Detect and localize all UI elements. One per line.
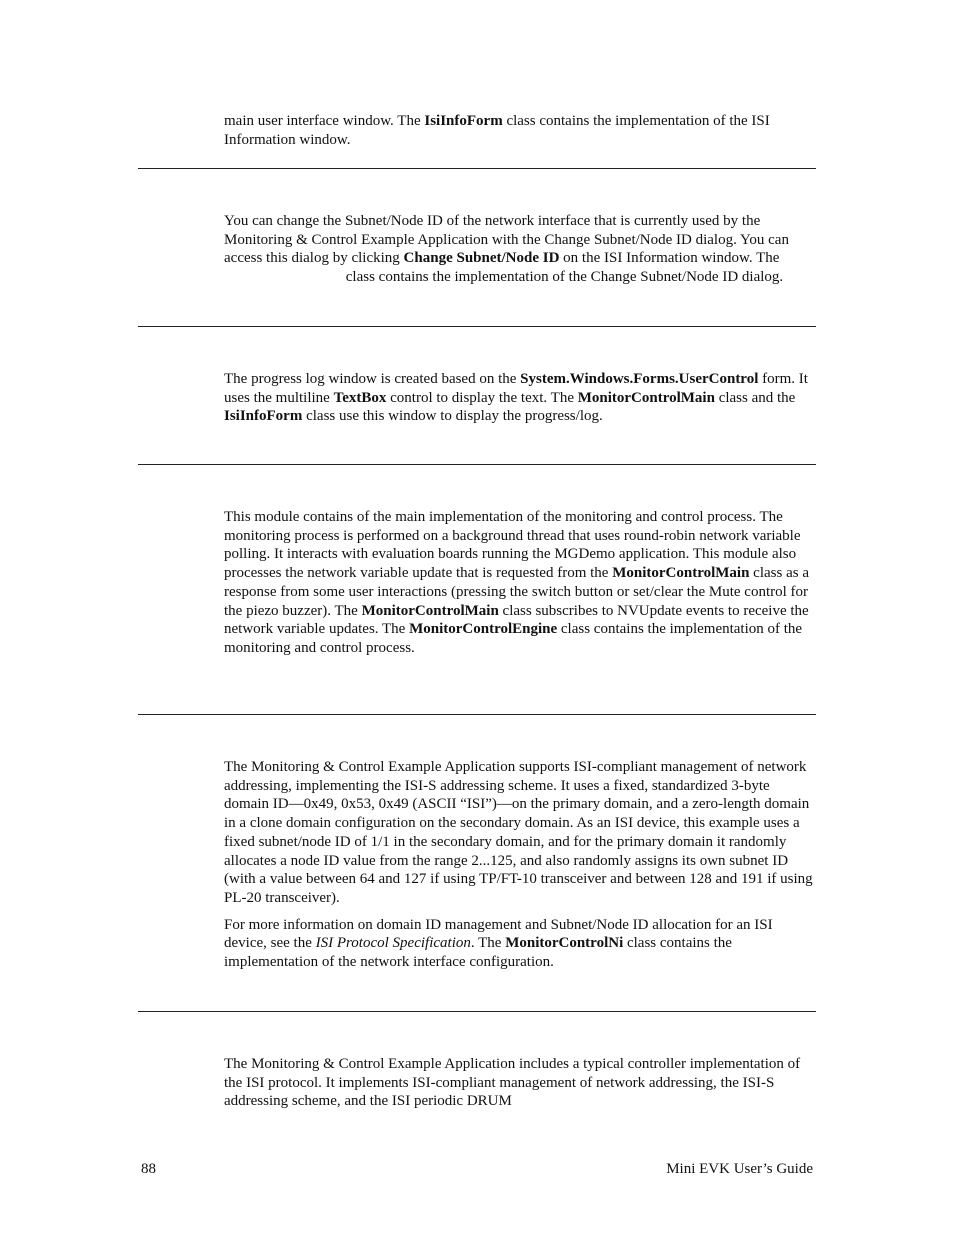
section-divider [138,1011,816,1012]
text-run: class contains the implementation of the Change Subnet/Node ID dialog. [342,269,784,286]
text-run: This module contains of the main implementation of the monitoring and control process. The monitoring process is performed on a background thread that uses round-robin network variable polling. It interacts with evaluation boards running the MGDemo application. This module also processes the network variable update that is requested from the [224,509,801,582]
paragraph [224,212,814,287]
bold-term: MonitorControlNi [505,935,624,952]
text-run: class as a response from some user interactions (pressing the switch button or set/clear the Mute control for the piezo buzzer). The [224,565,809,619]
text-run: class use this window to display the progress/log. [302,408,603,425]
bold-term: IsiInfoForm [224,408,303,425]
paragraph [224,112,814,149]
text-run: The Monitoring & Control Example Application supports ISI-compliant management of network addressing, implementing the ISI-S addressing scheme. It uses a fixed, standardized 3-byte domain ID—0x49, 0x53, 0x49 (ASCII “ISI”)—on the primary domain, and a zero-length domain in a clone domain configuration on the secondary domain. As an ISI device, this example uses a fixed subnet/node ID of 1/1 in the secondary domain, and for the primary domain it randomly allocates a node ID value from the range 2...125, and also randomly assigns its own subnet ID (with a value between 64 and 127 if using TP/FT-10 transceiver and between 128 and 191 if using PL-20 transceiver). [224,759,813,906]
section-isi-controller-text [224,1055,814,1111]
bold-term: IsiInfoForm [424,113,503,129]
bold-term: MonitorControlMain [577,389,715,406]
section-divider [138,464,816,465]
text-run: The progress log window is created based on the [224,371,521,387]
text-run: control to display the text. The [386,389,578,406]
section-divider [138,714,816,715]
section-change-subnet-node-text [224,212,814,287]
text-run: main user interface window. The [224,113,425,129]
bold-term: MonitorControlMain [361,602,499,619]
text-run: . The [470,935,506,952]
paragraph [224,1055,814,1111]
guide-title: Mini EVK User’s Guide [666,1161,813,1177]
text-run: class contains the implementation of the ISI Information window. [224,113,770,148]
bold-term: MonitorControlMain [612,565,750,582]
section-divider [138,168,816,169]
section-progress-log-text [224,370,814,426]
bold-term: TextBox [333,389,387,406]
section-divider [138,326,816,327]
text-run: class contains the implementation of the monitoring and control process. [224,621,803,656]
text-run: on the ISI Information window. The [559,250,780,267]
bold-term: MonitorControlEngine [409,621,558,638]
italic-reference: ISI Protocol Specification [315,935,471,952]
bold-term: Change Subnet/Node ID [403,250,560,267]
section-monitor-engine-text [224,508,814,658]
section-isi-info-text [224,112,814,149]
paragraph [224,758,814,908]
paragraph [224,916,814,972]
bold-term: System.Windows.Forms.UserControl [520,371,759,387]
paragraph [224,370,814,426]
paragraph [224,508,814,658]
text-run: form. It uses the multiline [224,371,808,406]
text-run: class contains the implementation of the network interface configuration. [224,935,732,971]
text-run: class subscribes to NVUpdate events to receive the network variable updates. The [224,602,809,638]
text-run: You can change the Subnet/Node ID of the network interface that is currently used by the Monitoring & Control Example Application with the Change Subnet/Node ID dialog. You can access this dialog by clicking [224,213,789,267]
text-run: For more information on domain ID management and Subnet/Node ID allocation for an ISI device, see the [224,916,773,952]
section-network-addressing-text [224,758,814,972]
text-run: The Monitoring & Control Example Application includes a typical controller implementation of the ISI protocol. It implements ISI-compliant management of network addressing, the ISI-S addressing scheme, and the ISI periodic DRUM [224,1056,801,1110]
text-run: class and the [714,389,796,406]
page-number: 88 [141,1161,156,1177]
